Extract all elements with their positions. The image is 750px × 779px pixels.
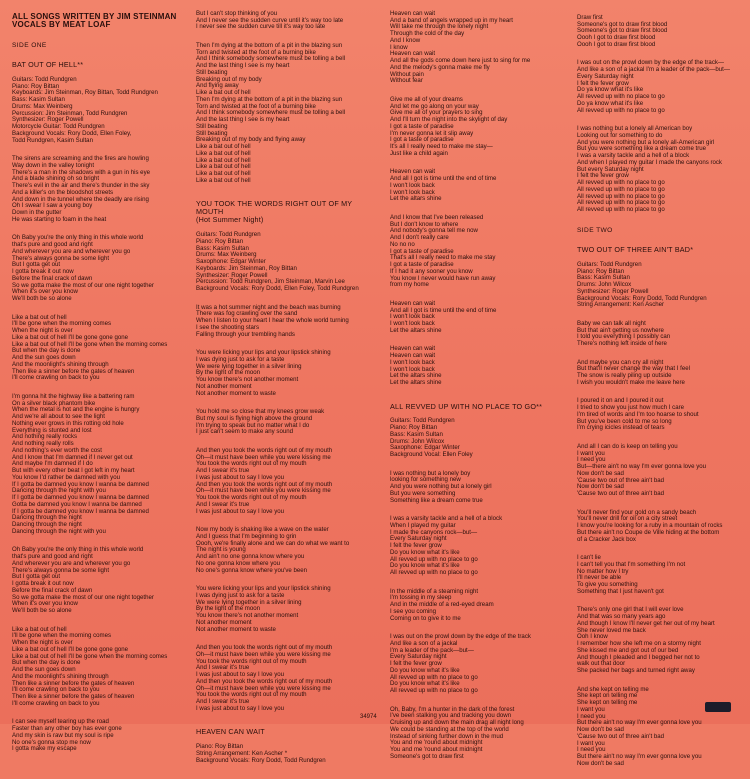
lyric-verse: Baby we can talk all night But that ain't getting us nowhere I told you everything I possibly can There's nothing left inside of here: [577, 319, 671, 347]
lyric-verse: There's only one girl that I will ever love And that was so many years ago And though I know I'll never get her out of my heart She never loved me back Ooh I know I remember how she left me on a stormy night She kissed me and got out of our bed And though I pleaded and I begged her not to walk out that door She packed her bags and turned right away: [577, 606, 715, 674]
lyric-verse: In the middle of a steaming night I'm tossing in my sleep And in the middle of a red-eyed dream I see you coming Coming on to give it to me: [390, 587, 494, 622]
side-one-label: SIDE ONE: [12, 41, 47, 49]
song-credits: Guitars: Todd Rundgren Piano: Roy Bittan Bass: Kasim Sultan Drums: Max Weinberg Saxophone: Edgar Winter Keyboards: Jim Steinman, Roy Bittan Synthesizer: Roger Powell Percussion: Todd Rundgren, Jim Steinman, Marvin Lee Background Vocals: Rory Dodd, Ellen Foley, Todd Rundgren: [196, 231, 359, 292]
lyric-verse: Like a bat out of hell I'll be gone when the morning comes When the night is over Like a bat out of hell I'll be gone gone gone Like a bat out of hell I'll be gone when the morning comes But when the day is done And the sun goes down And the moonlight's shining through Then like a sinner before the gates of heaven I'll come crawling on back to you Then like a sinner before the gates of heaven I'll come crawling on back to you: [12, 625, 168, 707]
lyric-verse: Oh, Baby, I'm a hunter in the dark of the forest I've been stalking you and tracking you down Cruising up and down the main drag all night long We could be standing at the top of the world Instead of sinking further down in the mud You and me 'round about midnight You and me 'round about midnight Someone's got to draw first: [390, 705, 524, 760]
lyric-verse: I can see myself tearing up the road Faster than any other boy has ever gone And my skin is raw but my soul is ripe No one's gonna stop me now I gotta make my escape: [12, 718, 122, 753]
lyric-verse: The sirens are screaming and the fires are howling Way down in the valley tonight There's a man in the shadows with a gun in his eye And a blade shining oh so bright There's evil in the air and there's thunder in the sky And a killer's on the bloodshot streets And down in the tunnel where the deadly are rising Oh I swear I saw a young boy Down in the gutter He was starting to foam in the heat: [12, 155, 151, 223]
lyric-verse: And then you took the words right out of my mouth Oh—it must have been while you were kissing me You took the words right out of my mouth And I swear it's true I was just about to say I love you And then you took the words right out of my mouth Oh—it must have been while you were kissing me You took the words right out of my mouth And I swear it's true I was just about to say I love you: [196, 446, 333, 515]
lyric-verse: I was out on the prowl down by the edge of the track And like a son of a jackal I'm a leader of the pack—but— Every Saturday night I felt the fever grow Do you know what it's like All revved up with no place to go Do you know what it's like All revved up with no place to go: [390, 633, 531, 694]
lyric-verse: You were licking your lips and your lipstick shining I was dying just to ask for a taste We were lying together in a silver lining By the light of the moon You know there's not another moment Not another moment Not another moment to waste: [196, 349, 331, 397]
lyric-verse: And I know that I've been released But I don't know to where And nobody's gonna tell me now And I don't really care No no no I got a taste of paradise That's all I really need to make me stay I got a taste of paradise If I had it any sooner you know You know I never would have run away from my home: [390, 213, 496, 289]
lyric-verse: I was a varsity tackle and a hell of a block When I played my guitar I made the canyons rock—but— Every Saturday night I felt the fever grow Do you know what it's like All revved up with no place to go Do you know what it's like All revved up with no place to go: [390, 515, 503, 576]
lyric-verse: You'll never find your gold on a sandy beach You'll never drill for oil on a city street I know you're looking for a ruby in a mountain of rocks But there ain't no Coupe de Ville hiding at the bottom of a Cracker Jack box: [577, 508, 723, 543]
lyric-verse: Heaven can wait And all I got is time until the end of time I won't look back I won't look back Let the altars shine: [390, 299, 497, 334]
lyric-verse: You hold me so close that my knees grow weak But my soul is flying high above the ground I'm trying to speak but no matter what I do I just can't seem to make any sound: [196, 408, 325, 436]
sleeve-title: ALL SONGS WRITTEN BY JIM STEINMAN VOCALS BY MEAT LOAF: [12, 11, 177, 30]
lyric-verse: And maybe you can cry all night But that'll never change the way that I feel The snow is really piling up outside I wish you wouldn't make me leave here: [577, 358, 690, 386]
column-2: [196, 4, 376, 776]
sticker-seal: [705, 702, 731, 712]
column-1: [12, 6, 194, 765]
song-credits: Guitars: Todd Rundgren Piano: Roy Bittan Keyboards: Jim Steinman, Roy Bittan, Todd Rundgren Bass: Kasim Sultan Drums: Max Weinberg Percussion: Jim Steinman, Todd Rundgren Synthesizer: Roger Powell Motorcycle Guitar: Todd Rundgren Background Vocals: Rory Dodd, Ellen Foley, Todd Rundgren, Kasim Sultan: [12, 75, 158, 144]
lyric-verse: Then I'm dying at the bottom of a pit in the blazing sun Torn and twisted at the foot of a burning bike And I think somebody somewhere must be tolling a bell And the last thing I see is my heart Still beating Breaking out of my body And flying away Like a bat out of hell Then I'm dying at the bottom of a pit in the blazing sun Torn and twisted at the foot of a burning bike And I think somebody somewhere must be tolling a bell And the last thing I see is my heart Still beating Still beating Breaking out of my body and flying away Like a bat out of hell Like a bat out of hell Like a bat out of hell Like a bat out of hell Like a bat out of hell Like a bat out of hell: [196, 41, 346, 184]
lyric-verse: Oh Baby you're the only thing in this whole world that's pure and good and right And wherever you are and wherever you go There's always gonna be some light But I gotta get out I gotta break it out now Before the final crack of dawn So we gotta make the most of our one night together When it's over you know We'll both be so alone: [12, 546, 154, 615]
song-title-two-out-of-three: TWO OUT OF THREE AIN'T BAD*: [577, 245, 694, 254]
lyric-verse: Give me all of your dreams And let me go along on your way Give me all of your prayers to sing And I'll turn the night into the skylight of day I got a taste of paradise I'm never gonna let it slip away I got a taste of paradise It's all I really need to make me stay— Just like a child again: [390, 95, 508, 157]
lyric-verse: And all I can do is keep on telling you I want you I need you But—there ain't no way I'm ever gonna love you Now don't be sad 'Cause two out of three ain't bad Now don't be sad 'Cause two out of three ain't bad: [577, 442, 707, 497]
lyric-verse: It was a hot summer night and the beach was burning There was fog crawling over the sand When I listen to your heart I hear the whole world turning I see the shooting stars Falling through your trembling hands: [196, 303, 349, 338]
lyric-verse: I'm gonna hit the highway like a battering ram On a silver black phantom bike When the metal is hot and the engine is hungry And we're all about to see the light Nothing ever grows in this rotting old hole Everything is stunted and lost And nothing really rocks And nothing really rolls And nothing's ever worth the cost And I know that I'm damned if I never get out And maybe I'm damned if I do But with every other beat I got left in my heart You know I'd rather be damned with you If I gotta be damned you know I wanna be damned Dancing through the night with you If I gotta be damned you know I wanna be damned Gotta be damned you know I wanna be damned If I gotta be damned you know I wanna be damned Dancing through the night Dancing through the night Dancing through the night with you: [12, 392, 149, 535]
lyric-verse: Heaven can wait Heaven can wait I won't look back I won't look back Let the altars shine Let the altars shine: [390, 345, 442, 386]
lyric-verse: Oh Baby you're the only thing in this whole world that's pure and good and right And wherever you are and wherever you go There's always gonna be some light But I gotta get out I gotta break it out now Before the final crack of dawn So we gotta make the most of our one night together When it's over you know We'll both be so alone: [12, 234, 154, 303]
song-title-all-revved-up: ALL REVVED UP WITH NO PLACE TO GO**: [390, 401, 543, 411]
side-two-label: SIDE TWO: [577, 226, 613, 234]
lyric-verse: Now my body is shaking like a wave on the water And I guess that I'm beginning to grin Oooh, we're finally alone and we can do what we want to The night is young And ain't no one gonna know where you No one gonna know where you No one's gonna know where you've been: [196, 526, 350, 574]
lyric-verse: Draw first Someone's got to draw first blood Someone's got to draw first blood Oooh I got to draw first blood Oooh I got to draw first blood: [577, 13, 668, 48]
lyric-verse: You were licking your lips and your lipstick shining I was dying just to ask for a taste We were lying together in a silver lining By the light of the moon You know there's not another moment Not another moment Not another moment to waste: [196, 585, 331, 633]
lyric-verse: I poured it on and I poured it out I tried to show you just how much I care I'm tired of words and I'm too hoarse to shout But you've been cold to me so long I'm crying icicles instead of tears: [577, 397, 699, 432]
song-title-bat-out-of-hell: BAT OUT OF HELL**: [12, 60, 84, 70]
lyric-verse: Like a bat out of hell I'll be gone when the morning comes When the night is over Like a bat out of hell I'll be gone gone gone Like a bat out of hell I'll be gone when the morning comes But when the day is done And the sun goes down And the moonlight's shining through Then like a sinner before the gates of heaven I'll come crawling on back to you: [12, 313, 168, 382]
lyric-verse: And then you took the words right out of my mouth Oh—it must have been while you were kissing me You took the words right out of my mouth And I swear it's true I was just about to say I love you And then you took the words right out of my mouth Oh—it must have been while you were kissing me You took the words right out of my mouth And I swear it's true I was just about to say I love you: [196, 644, 333, 712]
column-4: [577, 8, 747, 779]
lyric-verse: And she kept on telling me She kept on telling me She kept on telling me I want you I need you But there ain't no way I'm ever gonna love you Now don't be sad 'Cause two out of three ain't bad I want you I need you But there ain't no way I'm ever gonna love you Now don't be sad: [577, 685, 702, 767]
song-credits: Guitars: Todd Rundgren Piano: Roy Bittan Bass: Kasim Sultan Drums: John Wilcox Saxophone: Edgar Winter Background Vocal: Ellen Foley: [390, 417, 473, 458]
song-title-you-took-the-words: YOU TOOK THE WORDS RIGHT OUT OF MY MOUTH (Hot Summer Night): [196, 199, 353, 225]
lyric-verse: Heaven can wait And all I got is time until the end of time I won't look back I won't look back Let the altars shine: [390, 168, 497, 203]
song-credits: Piano: Roy Bittan String Arrangement: Ken Ascher * Background Vocals: Rory Dodd, Todd Rundgren: [196, 743, 326, 764]
lyric-verse: Heaven can wait And a band of angels wrapped up in my heart Will take me through the lonely night Through the cold of the day And I know I know Heaven can wait And all the gods come down here just to sing for me And the melody's gonna make me fly Without pain Without fear: [390, 9, 531, 85]
column-3: [390, 4, 572, 772]
lyric-verse: I was nothing but a lonely all American boy Looking out for something to do And you were nothing but a lonely all-American girl But you were something like a dream come true I was a varsity tackle and a hell of a block And when I played my guitar I made the canyons rock But every Saturday night I felt the fever grow All revved up with no place to go All revved up with no place to go All revved up with no place to go All revved up with no place to go All revved up with no place to go: [577, 125, 722, 213]
lyric-verse: But I can't stop thinking of you And I never see the sudden curve until it's way too late I never see the sudden curve till it's way too late: [196, 9, 344, 31]
lyric-verse: I was nothing but a lonely boy looking for something new And you were nothing but a lonely girl But you were something Something like a dream come true: [390, 469, 492, 504]
lyric-verse: I was out on the prowl down by the edge of the track— And like a son of a jackal I'm a leader of the pack—but— Every Saturday night I felt the fever grow Do ya know what it's like All revved up with no place to go Do ya know what it's like All revved up with no place to go: [577, 59, 730, 114]
lyric-verse: I can't lie I can't tell you that I'm something I'm not No matter how I try I'll never be able To give you something Something that I just haven't got: [577, 554, 686, 595]
song-title-heaven-can-wait: HEAVEN CAN WAIT: [196, 727, 265, 737]
song-credits: Guitars: Todd Rundgren Piano: Roy Bittan Bass: Kasim Sultan Drums: John Wilcox Synthesizer: Roger Powell Background Vocals: Rory Dodd, Todd Rundgren String Arrangement: Ken Ascher: [577, 260, 707, 309]
catalog-number: 34974: [360, 714, 377, 720]
